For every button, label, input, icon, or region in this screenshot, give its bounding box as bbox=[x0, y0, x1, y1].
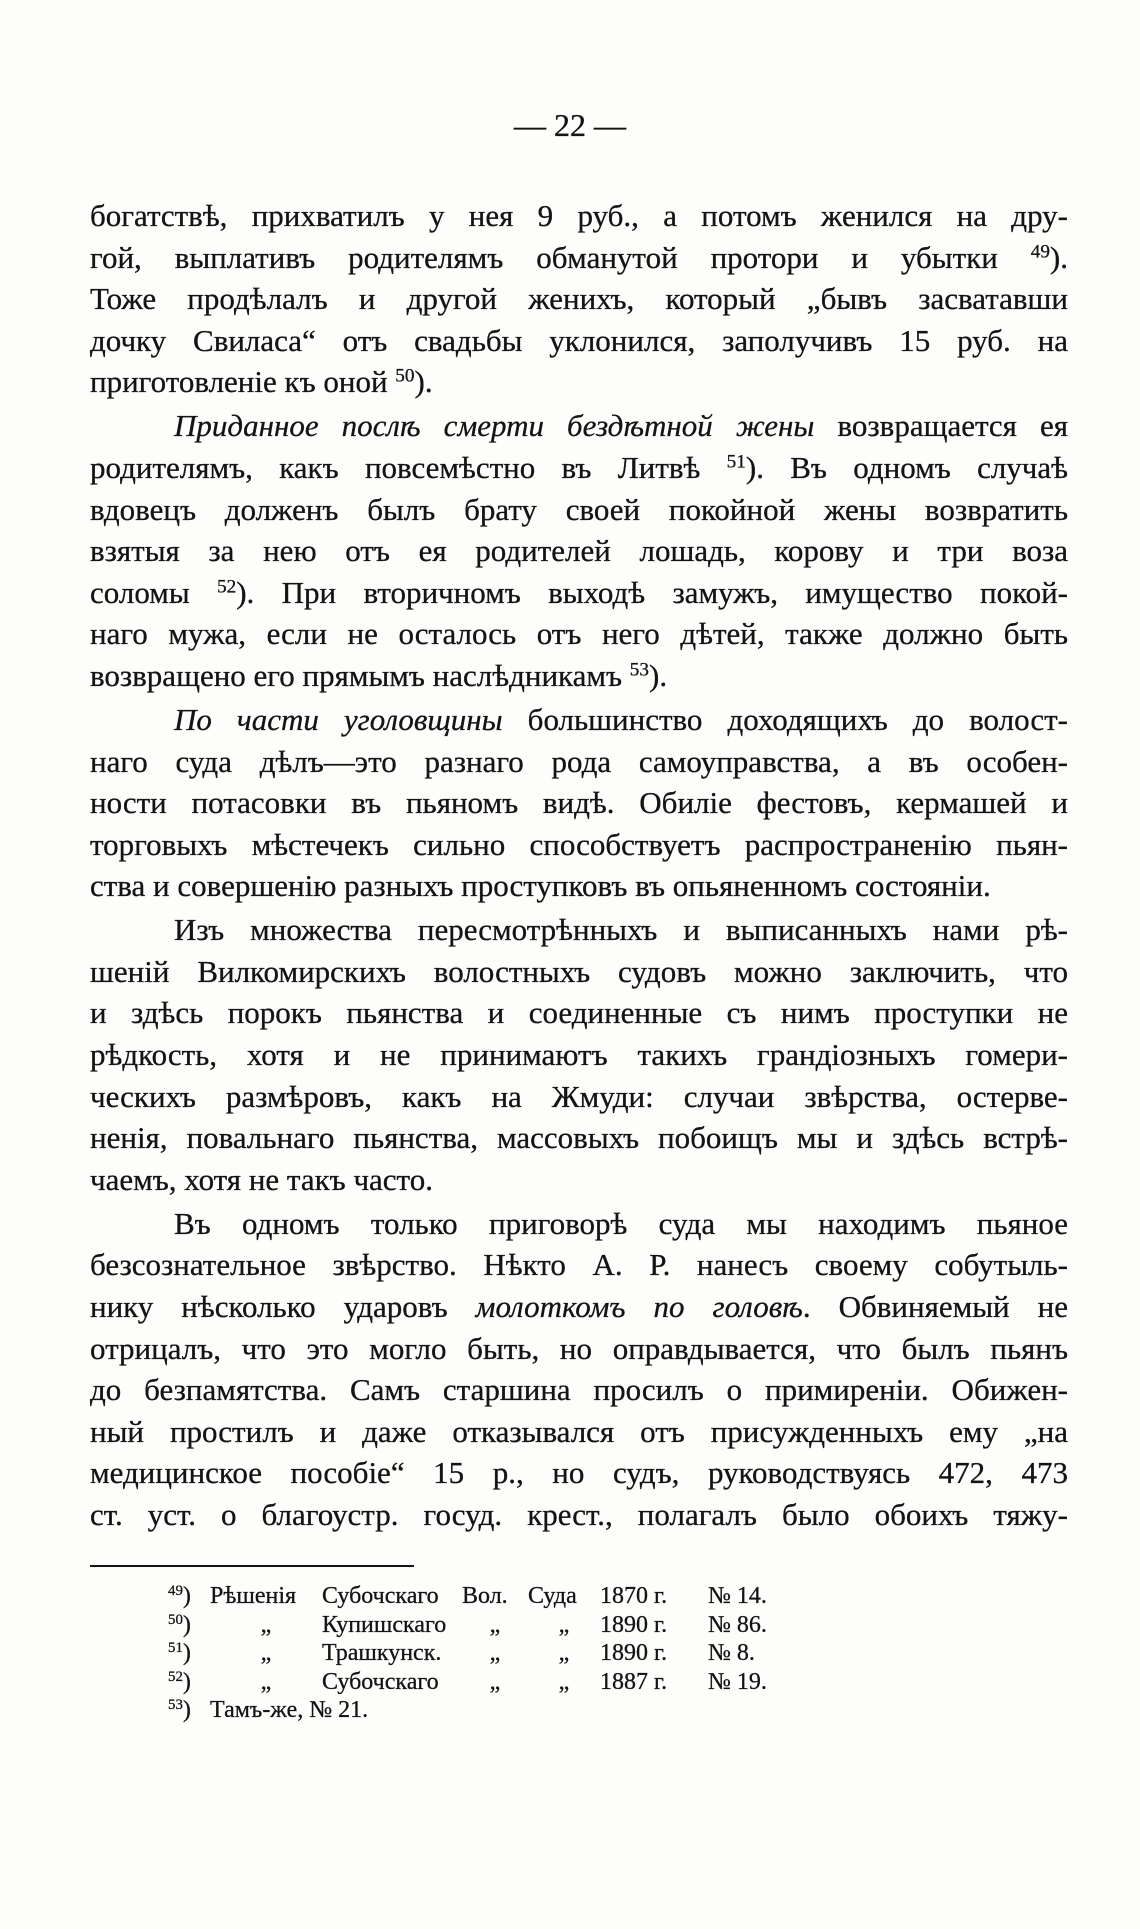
text-line bbox=[90, 1452, 1068, 1494]
text-run: рѣдкость, хотя и не принимаютъ такихъ грандіозныхъ гомери- bbox=[90, 1037, 1068, 1073]
text-line bbox=[90, 320, 1068, 362]
footnote-cell: Тамъ-же, № 21. bbox=[210, 1697, 369, 1724]
ditto-mark: „ bbox=[558, 1611, 570, 1638]
text-line bbox=[90, 1117, 1068, 1159]
text-run: ) bbox=[182, 1640, 191, 1667]
footnote-cell: № 19. bbox=[708, 1668, 767, 1695]
footnote-cell: 1870 г. bbox=[600, 1583, 668, 1609]
footnote-cell: Суда bbox=[528, 1583, 577, 1609]
text-run: ). Въ одномъ случаѣ bbox=[745, 449, 1068, 485]
text-line bbox=[90, 278, 1068, 320]
footnote-cell: Вол. bbox=[462, 1583, 508, 1609]
text-run: возвращено его прямымъ наслѣдникамъ bbox=[90, 657, 630, 693]
body-text bbox=[90, 195, 1068, 1536]
paragraph bbox=[90, 405, 1068, 696]
italic-text: молоткомъ по головѣ bbox=[475, 1289, 803, 1324]
footnote-cell: Рѣшенія bbox=[210, 1583, 297, 1609]
text-line bbox=[90, 405, 1068, 447]
text-line bbox=[90, 782, 1068, 824]
footnote-marker bbox=[168, 1611, 210, 1640]
text-run: ст. уст. о благоустр. госуд. крест., полагалъ было обоихъ тяжу- bbox=[90, 1496, 1068, 1532]
footnote-cell: 1890 г. bbox=[600, 1640, 668, 1667]
text-run: ства и совершенію разныхъ проступковъ въ опьяненномъ состояніи. bbox=[90, 868, 991, 904]
text-run: ности потасовки въ пьяномъ видѣ. Обиліе фестовъ, кермашей и bbox=[90, 785, 1068, 821]
text-run: нику нѣсколько ударовъ bbox=[90, 1289, 476, 1324]
italic-text: По части уголовщины bbox=[174, 701, 503, 737]
text-run: родителямъ, какъ повсемѣстно въ Литвѣ bbox=[90, 449, 727, 485]
text-line bbox=[90, 865, 1068, 907]
text-run: ) bbox=[182, 1583, 191, 1609]
footnote-ref: 51 bbox=[726, 451, 746, 473]
ditto-mark: „ bbox=[558, 1668, 570, 1695]
italic-text: Приданное послѣ смерти бездѣтной жены bbox=[174, 408, 815, 444]
text-run: отрицалъ, что это могло быть, но оправдывается, что былъ пьянъ bbox=[90, 1330, 1068, 1366]
footnote-ref: 49 bbox=[168, 1582, 183, 1599]
footnote-ref: 52 bbox=[168, 1668, 183, 1685]
text-line bbox=[90, 1286, 1068, 1328]
text-line bbox=[90, 1244, 1068, 1286]
text-run: до безпамятства. Самъ старшина просилъ о примиреніи. Обижен- bbox=[90, 1372, 1068, 1408]
page-number: — 22 — bbox=[514, 107, 626, 143]
ditto-mark: „ bbox=[260, 1640, 272, 1667]
footnote-cell: № 86. bbox=[708, 1611, 767, 1638]
footnote-ref: 50 bbox=[168, 1611, 183, 1628]
text-line bbox=[90, 909, 1068, 951]
text-run: ). bbox=[414, 364, 433, 400]
footnote bbox=[168, 1582, 767, 1611]
footnote-ref: 53 bbox=[629, 659, 649, 681]
text-run: ). bbox=[649, 657, 668, 693]
footnote bbox=[168, 1668, 767, 1697]
ditto-mark: „ bbox=[260, 1668, 272, 1695]
text-run: приготовленіе къ оной bbox=[90, 364, 396, 400]
footnote-marker bbox=[168, 1668, 210, 1697]
footnote-ref: 50 bbox=[395, 365, 415, 387]
ditto-mark: „ bbox=[558, 1640, 570, 1667]
text-line bbox=[90, 699, 1068, 741]
paragraph bbox=[90, 195, 1068, 403]
text-run: соломы bbox=[90, 574, 218, 610]
text-run: гой, выплативъ родителямъ обманутой протори и убытки bbox=[90, 239, 1031, 275]
text-run: медицинское пособіе“ 15 р., но судъ, руководствуясь 472, 473 bbox=[90, 1455, 1068, 1491]
ditto-mark: „ bbox=[260, 1611, 272, 1638]
footnote-ref: 49 bbox=[1030, 241, 1050, 263]
text-run: и здѣсь порокъ пьянства и соединенные съ нимъ проступки не bbox=[90, 995, 1068, 1031]
text-line bbox=[90, 992, 1068, 1034]
text-line bbox=[90, 1034, 1068, 1076]
text-run: ) bbox=[182, 1697, 191, 1724]
text-run: . Обвиняемый не bbox=[802, 1289, 1068, 1324]
footnote-cell: 1887 г. bbox=[600, 1668, 668, 1695]
text-run: наго суда дѣлъ—это разнаго рода самоуправства, а въ особен- bbox=[90, 743, 1068, 779]
text-run: ческихъ размѣровъ, какъ на Жмуди: случаи звѣрства, остерве- bbox=[90, 1078, 1068, 1114]
text-line bbox=[90, 1369, 1068, 1411]
text-line bbox=[90, 489, 1068, 531]
footnote-cell: № 8. bbox=[708, 1640, 755, 1667]
footnote-rule bbox=[90, 1565, 414, 1567]
footnote-ref: 53 bbox=[168, 1697, 183, 1714]
text-line bbox=[90, 572, 1068, 614]
ditto-mark: „ bbox=[489, 1640, 501, 1667]
ditto-mark: „ bbox=[489, 1668, 501, 1695]
text-line bbox=[90, 1203, 1068, 1245]
text-run: ненія, повальнаго пьянства, массовыхъ побоищъ мы и здѣсь встрѣ- bbox=[90, 1120, 1068, 1156]
footnote-ref: 52 bbox=[217, 576, 237, 598]
footnotes bbox=[168, 1582, 767, 1725]
paragraph bbox=[90, 1203, 1068, 1536]
text-line bbox=[90, 195, 1068, 237]
text-line bbox=[90, 447, 1068, 489]
text-run: чаемъ, хотя не такъ часто. bbox=[90, 1161, 433, 1197]
text-line bbox=[90, 655, 1068, 697]
footnote-cell: 1890 г. bbox=[600, 1611, 668, 1638]
text-line bbox=[90, 1411, 1068, 1453]
text-run: Изъ множества пересмотрѣнныхъ и выписанныхъ нами рѣ- bbox=[174, 912, 1068, 948]
footnote-cell: Субочскаго bbox=[322, 1583, 439, 1609]
text-run: шеній Вилкомирскихъ волостныхъ судовъ можно заключить, что bbox=[90, 953, 1068, 989]
text-run: дочку Свиласа“ отъ свадьбы уклонился, заполучивъ 15 руб. на bbox=[90, 322, 1068, 358]
text-run: большинство доходящихъ до волост- bbox=[502, 701, 1068, 737]
footnote bbox=[168, 1696, 767, 1725]
text-run: ). bbox=[1049, 239, 1068, 275]
text-run: торговыхъ мѣстечекъ сильно способствуетъ распространенію пьян- bbox=[90, 826, 1068, 862]
text-run: наго мужа, если не осталось отъ него дѣтей, также должно быть bbox=[90, 616, 1068, 652]
text-line bbox=[90, 1494, 1068, 1536]
text-line bbox=[90, 741, 1068, 783]
footnote-marker bbox=[168, 1639, 210, 1668]
text-line bbox=[90, 361, 1068, 403]
footnote-cell: Трашкунск. bbox=[322, 1640, 442, 1667]
text-run: вдовецъ долженъ былъ брату своей покойной жены возвратить bbox=[90, 491, 1068, 527]
text-line bbox=[90, 951, 1068, 993]
footnote-cell: Купишскаго bbox=[322, 1611, 447, 1638]
text-run: возвращается ея bbox=[814, 408, 1069, 444]
text-line bbox=[90, 1328, 1068, 1370]
text-run: безсознательное звѣрство. Нѣкто А. Р. нанесъ своему собутыль- bbox=[90, 1247, 1068, 1283]
footnote bbox=[168, 1639, 767, 1668]
footnote-cell: № 14. bbox=[708, 1583, 767, 1609]
text-run: ). При вторичномъ выходѣ замужъ, имущество покой- bbox=[236, 574, 1068, 610]
footnote-marker bbox=[168, 1696, 210, 1725]
text-line bbox=[90, 613, 1068, 655]
text-run: ) bbox=[182, 1611, 191, 1638]
footnote-marker bbox=[168, 1582, 210, 1611]
text-run: Тоже продѣлалъ и другой женихъ, который „бывъ засватавши bbox=[90, 281, 1068, 317]
ditto-mark: „ bbox=[489, 1611, 501, 1638]
text-line bbox=[90, 530, 1068, 572]
text-run: богатствѣ, прихватилъ у нея 9 руб., а потомъ женился на дру- bbox=[90, 198, 1068, 233]
text-run: ) bbox=[182, 1668, 191, 1695]
footnote-cell: Субочскаго bbox=[322, 1668, 439, 1695]
text-line bbox=[90, 1076, 1068, 1118]
text-run: Въ одномъ только приговорѣ суда мы находимъ пьяное bbox=[174, 1205, 1068, 1241]
text-line bbox=[90, 237, 1068, 279]
paragraph bbox=[90, 909, 1068, 1200]
paragraph bbox=[90, 699, 1068, 907]
footnote-ref: 51 bbox=[168, 1640, 183, 1657]
text-line bbox=[90, 824, 1068, 866]
text-line bbox=[90, 1159, 1068, 1201]
text-run: ный простилъ и даже отказывался отъ присужденныхъ ему „на bbox=[90, 1413, 1068, 1449]
text-run: взятыя за нею отъ ея родителей лошадь, корову и три воза bbox=[90, 533, 1068, 569]
footnote bbox=[168, 1611, 767, 1640]
